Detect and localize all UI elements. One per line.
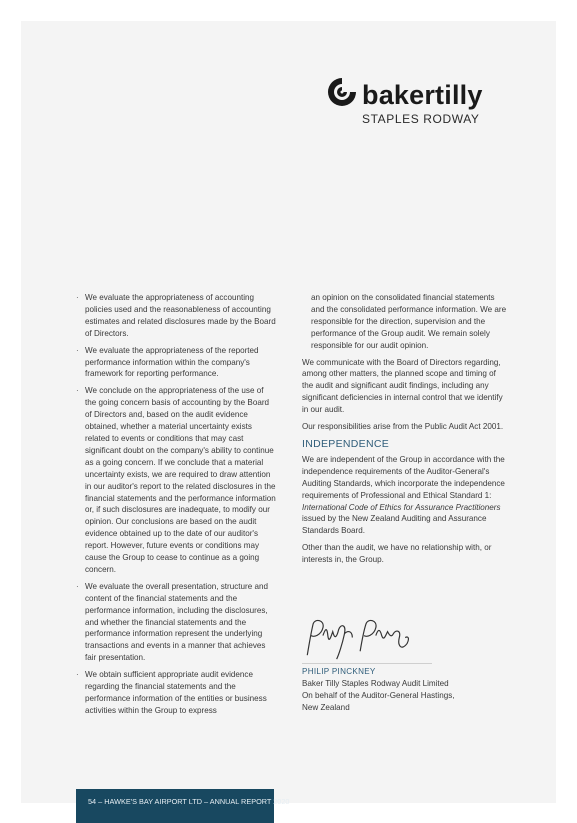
bullet-icon: · (76, 345, 79, 355)
bullet-text: We evaluate the overall presentation, structure and content of the financial statements and the performance information, including the disclosures, and whether the financial statements and the performance information represent the underlying transactions and events in a manner that achieves fair presentation. (85, 581, 268, 663)
bullet-text: We conclude on the appropriateness of the use of the going concern basis of accounting by the Board of Directors and, based on the audit evidence obtained, whether a material uncertainty exists related to events or conditions that may cast significant doubt on the company's ability to continue as a going concern. If we conclude that a material uncertainty exists, we are required to draw attention in our auditor's report to the related disclosures in the financial statements and the performance information or, if such disclosures are inadequate, to modify our opinion. Our conclusions are based on the audit evidence obtained up to the date of our auditor's report. However, future events or conditions may cause the Group to cease to continue as a going concern. (85, 386, 276, 574)
independence-text-b: issued by the New Zealand Auditing and Assurance Standards Board. (302, 514, 487, 536)
bakertilly-logo-icon (326, 76, 358, 108)
logo-brand-text: bakertilly (362, 80, 483, 110)
independence-standard-title: International Code of Ethics for Assurance Practitioners (302, 502, 501, 512)
bullet-text: We evaluate the appropriateness of the reported performance information within the company's framework for reporting performance. (85, 345, 259, 379)
bullet-text: We evaluate the appropriateness of accounting policies used and the reasonableness of accounting estimates and related disclosures made by the Board of Directors. (85, 293, 276, 338)
list-item (76, 292, 276, 340)
signatory-country: New Zealand (302, 702, 350, 712)
paragraph-board-communication: We communicate with the Board of Directors regarding, among other matters, the planned scope and timing of the audit and significant audit findings, including any significant deficiencies in internal control that we identify in our audit. (302, 357, 503, 415)
section-heading-independence: INDEPENDENCE (302, 437, 390, 450)
signatory-details (302, 678, 502, 714)
signatory-name: PHILIP PINCKNEY (302, 667, 376, 676)
company-logo (326, 72, 506, 136)
independence-text-a: We are independent of the Group in accordance with the independence requirements of the Auditor-General's Auditing Standards, which incorporate the independence requirements of Professional and Ethical Standard 1: (302, 454, 505, 500)
bullet-continuation: an opinion on the consolidated financial statements and the consolidated performance information. We are responsible for the direction, supervision and the performance of the Group audit. We remain solely responsible for our audit opinion. (311, 293, 507, 350)
footer-text: 54 – HAWKE'S BAY AIRPORT LTD – ANNUAL REPORT 2020 (88, 797, 290, 806)
list-item (76, 385, 276, 576)
signatory-behalf: On behalf of the Auditor-General Hastings, (302, 690, 455, 700)
paragraph-independence (302, 454, 507, 537)
left-text-column (76, 292, 276, 722)
signatory-firm: Baker Tilly Staples Rodway Audit Limited (302, 679, 449, 688)
paragraph-relationship: Other than the audit, we have no relationship with, or interests in, the Group. (302, 543, 492, 565)
list-item (76, 669, 276, 717)
bullet-icon: · (76, 581, 79, 591)
bullet-icon: · (76, 386, 79, 396)
paragraph-responsibilities: Our responsibilities arise from the Public Audit Act 2001. (302, 422, 504, 432)
bullet-text: We obtain sufficient appropriate audit evidence regarding the financial statements and the performance information of the entities or business activities within the Group to express (85, 670, 267, 715)
handwritten-signature (302, 616, 432, 664)
list-item (76, 581, 276, 664)
logo-subtitle: STAPLES RODWAY (362, 112, 480, 126)
bullet-icon: · (76, 670, 79, 680)
bullet-icon: · (76, 293, 79, 302)
right-text-column (302, 292, 507, 571)
list-item (76, 345, 276, 381)
page-footer (76, 789, 290, 823)
